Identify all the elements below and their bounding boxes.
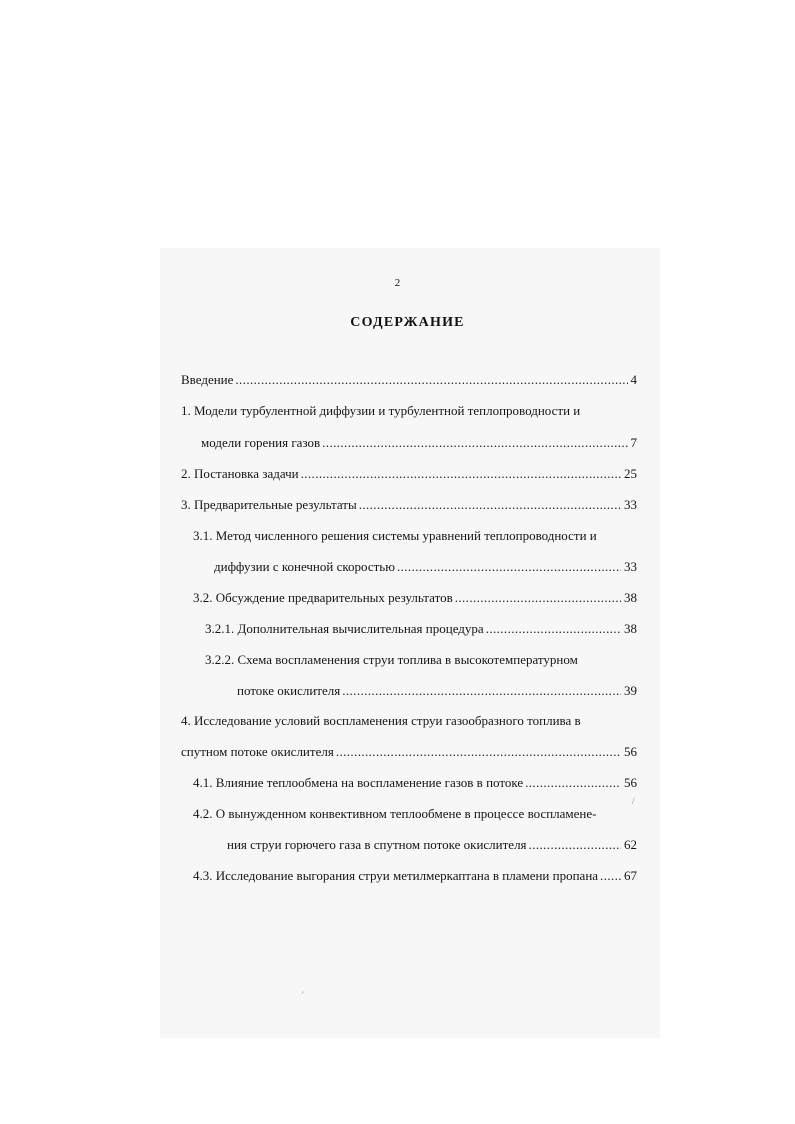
toc-entry-page: 33 <box>624 497 637 512</box>
toc-entry-4-2-line1: 4.2. О вынужденном конвективном теплообмене в процессе воспламене- <box>193 806 597 821</box>
toc-entry-title: модели горения газов <box>201 435 321 450</box>
toc-entry-page: 25 <box>624 466 637 481</box>
toc-entry-3-2-1 <box>205 621 637 637</box>
toc-entry-4-3 <box>193 868 637 884</box>
toc-leader-dots <box>322 435 627 451</box>
toc-entry-ch1 <box>201 435 637 451</box>
toc-entry-title: Введение <box>181 372 234 387</box>
toc-entry-title: 3.2. Обсуждение предварительных результатов <box>193 590 453 605</box>
toc-entry-3-2-2 <box>237 683 637 699</box>
toc-leader-dots <box>397 559 621 575</box>
toc-entry-page: 39 <box>624 683 637 698</box>
toc-entry-title: 4.3. Исследование выгорания струи метилмеркаптана в пламени пропана <box>193 868 599 883</box>
toc-entry-page: 4 <box>630 372 637 387</box>
toc-leader-dots <box>486 621 621 637</box>
scan-speck: / <box>632 796 635 806</box>
toc-entry-3-1 <box>214 559 637 575</box>
toc-entry-3-2 <box>193 590 637 606</box>
toc-entry-title: 4.1. Влияние теплообмена на воспламенение газов в потоке <box>193 775 524 790</box>
toc-entry-page: 67 <box>624 868 637 883</box>
toc-entry-page: 56 <box>624 775 637 790</box>
toc-entry-title: спутном потоке окислителя <box>181 744 334 759</box>
toc-entry-title: ния струи горючего газа в спутном потоке окислителя <box>227 837 527 852</box>
toc-entry-4-1 <box>193 775 637 791</box>
toc-entry-intro <box>181 372 637 388</box>
toc-entry-title: потоке окислителя <box>237 683 341 698</box>
toc-leader-dots <box>525 775 621 791</box>
toc-leader-dots <box>529 837 621 853</box>
page-number: 2 <box>394 277 401 289</box>
toc-entry-3-1-line1: 3.1. Метод численного решения системы уравнений теплопроводности и <box>193 528 597 543</box>
toc-entry-page: 7 <box>630 435 637 450</box>
toc-leader-dots <box>359 497 621 513</box>
toc-entry-title: диффузии с конечной скоростью <box>214 559 395 574</box>
toc-entry-3-2-2-line1: 3.2.2. Схема воспламенения струи топлива в высокотемпературном <box>205 652 578 667</box>
toc-entry-4-2 <box>227 837 637 853</box>
toc-entry-page: 56 <box>624 744 637 759</box>
toc-leader-dots <box>342 683 621 699</box>
toc-entry-title: 3.2.1. Дополнительная вычислительная процедура <box>205 621 484 636</box>
scan-speck: ′ <box>302 990 304 1000</box>
toc-entry-page: 38 <box>624 590 637 605</box>
toc-leader-dots <box>235 372 627 388</box>
toc-entry-ch4-line1: 4. Исследование условий воспламенения струи газообразного топлива в <box>181 713 581 728</box>
toc-leader-dots <box>336 744 621 760</box>
toc-heading: СОДЕРЖАНИЕ <box>350 315 465 330</box>
scanned-page <box>160 248 660 1038</box>
toc-leader-dots <box>600 868 621 884</box>
toc-entry-ch4 <box>181 744 637 760</box>
toc-entry-page: 33 <box>624 559 637 574</box>
toc-entry-title: 2. Постановка задачи <box>181 466 299 481</box>
toc-entry-ch1-line1: 1. Модели турбулентной диффузии и турбулентной теплопроводности и <box>181 403 581 418</box>
toc-entry-ch2 <box>181 466 637 482</box>
toc-entry-title: 3. Предварительные результаты <box>181 497 357 512</box>
toc-leader-dots <box>301 466 621 482</box>
toc-leader-dots <box>455 590 621 606</box>
toc-entry-page: 38 <box>624 621 637 636</box>
toc-entry-page: 62 <box>624 837 637 852</box>
toc-entry-ch3 <box>181 497 637 513</box>
